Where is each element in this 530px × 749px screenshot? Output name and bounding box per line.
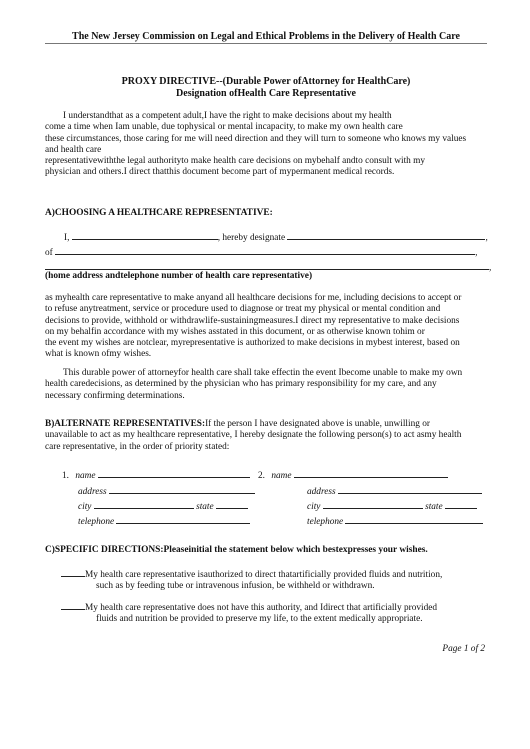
alternate-1-city-row — [78, 499, 248, 513]
alternate-2-state-label: state — [425, 502, 443, 512]
intro-paragraph — [45, 111, 485, 179]
alternate-2-city-label: city — [307, 502, 321, 512]
alternate-1-name-label: name — [75, 471, 96, 481]
alternate-2-city-row — [307, 499, 477, 513]
designation-prefix: I, — [64, 233, 70, 243]
representative-contact-field[interactable] — [45, 260, 489, 270]
alternate-1-telephone-label: telephone — [78, 517, 115, 527]
section-a-subheading: (home address andtelephone number of health care representative) — [45, 271, 313, 281]
section-b-text: unavailable to act as my healthcare representative, I hereby designate the following person(s) to act asmy health — [45, 430, 462, 441]
document-subtitle: Designation ofHealth Care Representative — [176, 88, 356, 99]
commission-header: The New Jersey Commission on Legal and Ethical Problems in the Delivery of Health Care — [72, 31, 460, 42]
paragraph-line: to refuse anytreatment, service or procedure used to diagnose or treat my physical or mental condition and — [45, 304, 441, 315]
alternate-2-state-field[interactable] — [445, 499, 477, 509]
alternate-2-telephone-field[interactable] — [345, 514, 483, 524]
option-1-initial-field[interactable] — [61, 567, 85, 577]
paragraph-line: This durable power of attorneyfor health care shall take effectin the event Ibecome unable to make my own — [63, 368, 463, 378]
section-a-heading: A)CHOOSING A HEALTHCARE REPRESENTATIVE: — [45, 208, 273, 218]
address-line — [45, 245, 477, 259]
option-1-text: My health care representative isauthorized to direct thatartificially provided fluids and nutrition, — [85, 570, 443, 580]
option-1 — [45, 567, 485, 593]
address-prefix: of — [45, 248, 53, 258]
alternate-1-address-row — [78, 484, 255, 498]
alternate-1-address-label: address — [78, 487, 107, 497]
paragraph-line: on my behalfin accordance with my wishes asstated in this document, or as otherwise known tohim or — [45, 326, 425, 337]
option-2-text-continued: fluids and nutrition be provided to preserve my life, to the extent medically appropriate. — [96, 614, 423, 625]
alternate-2-name-field[interactable] — [294, 468, 448, 478]
intro-line: come a time when Iam unable, due tophysical or mental incapacity, to make my own health care — [45, 122, 403, 133]
alternate-1-telephone-row — [78, 514, 250, 528]
header-rule — [45, 43, 487, 44]
section-b-paragraph — [45, 419, 485, 453]
option-2-initial-field[interactable] — [61, 600, 85, 610]
address-suffix: , — [475, 248, 478, 258]
page-number: Page 1 of 2 — [442, 644, 485, 654]
paragraph-line: what is known ofmy wishes. — [45, 349, 152, 360]
alternate-1-city-label: city — [78, 502, 92, 512]
durable-power-paragraph — [45, 368, 485, 402]
alternate-1-state-field[interactable] — [216, 499, 248, 509]
alternate-1-city-field[interactable] — [94, 499, 194, 509]
option-2 — [45, 600, 485, 626]
address-suffix-2: , — [489, 263, 492, 273]
alternate-1-name-field[interactable] — [98, 468, 250, 478]
paragraph-line: health caredecisions, as determined by the physician who has primary responsibility for my care, and any — [45, 379, 437, 390]
section-a-paragraph — [45, 293, 485, 361]
section-b-heading: B)ALTERNATE REPRESENTATIVES: — [45, 419, 206, 429]
intro-line: I understandthat as a competent adult,I have the right to make decisions about my health — [63, 111, 392, 121]
paragraph-line: decisions to provide, withhold or withdrawlife-sustainingmeasures.I direct my representative to make decisions — [45, 315, 460, 326]
principal-name-field[interactable] — [72, 230, 218, 240]
alternate-2-number: 2. — [258, 471, 265, 481]
paragraph-line: as myhealth care representative to make anyand all healthcare decisions for me, including decisions to accept or — [45, 293, 462, 303]
alternate-1-state-label: state — [196, 502, 214, 512]
intro-line: these circumstances, those caring for me will need direction and they will turn to someone who knows my values — [45, 133, 467, 144]
alternate-2-address-label: address — [307, 487, 336, 497]
alternate-2-city-field[interactable] — [323, 499, 423, 509]
representative-name-field[interactable] — [287, 230, 485, 240]
intro-line: physician and others.I direct thatthis document become part of mypermanent medical records. — [45, 167, 395, 178]
designation-middle: , hereby designate — [217, 233, 286, 243]
option-2-text: My health care representative does not have this authority, and Idirect that artificially provided — [85, 603, 438, 613]
option-1-text-continued: such as by feeding tube or intravenous infusion, be withheld or withdrawn. — [96, 581, 375, 592]
paragraph-line: necessary confirming determinations. — [45, 390, 185, 401]
section-c-heading: C)SPECIFIC DIRECTIONS:Pleaseinitial the statement below which bestexpresses your wishes. — [45, 545, 428, 555]
section-b-text: care representative, in the order of priority stated: — [45, 441, 230, 452]
designation-line — [64, 230, 488, 244]
alternate-1-address-field[interactable] — [109, 484, 255, 494]
document-title: PROXY DIRECTIVE--(Durable Power ofAttorney for HealthCare) — [121, 76, 411, 87]
paragraph-line: the event my wishes are notclear, myrepresentative is authorized to make decisions in mybest interest, based on — [45, 338, 460, 349]
alternate-1-number: 1. — [62, 471, 69, 481]
intro-line: representativewiththe legal authorityto make health care decisions on mybehalf andto consult with my — [45, 156, 426, 167]
representative-address-field[interactable] — [55, 245, 475, 255]
alternate-2-name-label: name — [271, 471, 292, 481]
alternate-1-telephone-field[interactable] — [116, 514, 250, 524]
section-b-text: If the person I have designated above is unable, unwilling or — [205, 419, 430, 429]
designation-suffix: , — [485, 233, 488, 243]
alternate-2-telephone-label: telephone — [307, 517, 344, 527]
alternate-2-address-row — [307, 484, 482, 498]
alternate-1-name-row — [62, 468, 250, 482]
alternate-2-telephone-row — [307, 514, 483, 528]
intro-line: and health care — [45, 144, 102, 155]
alternate-2-name-row — [258, 468, 448, 482]
alternate-2-address-field[interactable] — [338, 484, 482, 494]
